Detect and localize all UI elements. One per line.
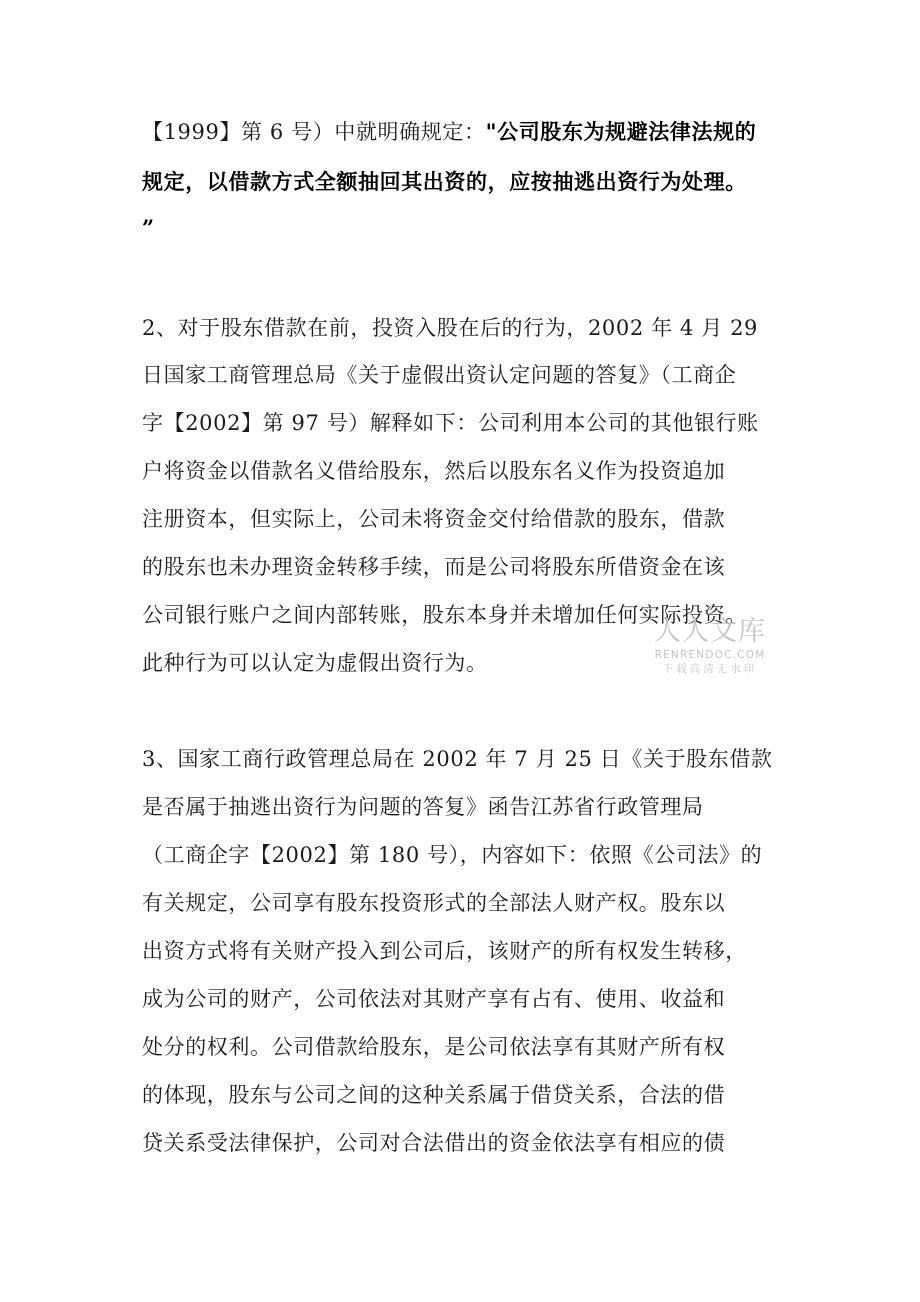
paragraph-2-line-4: 户将资金以借款名义借给股东，然后以股东名义作为投资追加: [142, 459, 726, 483]
paragraph-3-line-6: 成为公司的财产，公司依法对其财产享有占有、使用、收益和: [142, 987, 726, 1011]
paragraph-1-line-1-bold: "公司股东为规避法律法规的: [485, 119, 757, 144]
paragraph-1-line-3: ”: [142, 215, 155, 240]
paragraph-3-line-2: 是否属于抽逃出资行为问题的答复》函告江苏省行政管理局: [142, 795, 704, 819]
paragraph-2-line-2: 日国家工商管理总局《关于虚假出资认定问题的答复》（工商企: [142, 363, 737, 387]
paragraph-3-line-9: 贷关系受法律保护，公司对合法借出的资金依法享有相应的债: [142, 1131, 726, 1155]
watermark-title: 人人文库: [654, 616, 766, 647]
paragraph-2-line-1: 2、对于股东借款在前，投资入股在后的行为，2002 年 4 月 29: [142, 316, 758, 340]
watermark-note: 下载高清无水印: [662, 663, 758, 675]
paragraph-3-line-4: 有关规定，公司享有股东投资形式的全部法人财产权。股东以: [142, 891, 726, 915]
paragraph-2-line-8: 此种行为可以认定为虚假出资行为。: [142, 651, 488, 675]
paragraph-2-line-3: 字【2002】第 97 号）解释如下：公司利用本公司的其他银行账: [142, 411, 759, 435]
watermark: [644, 616, 776, 676]
paragraph-3-line-7: 处分的权利。公司借款给股东，是公司依法享有其财产所有权: [142, 1035, 726, 1059]
paragraph-3-line-8: 的体现，股东与公司之间的这种关系属于借贷关系，合法的借: [142, 1083, 726, 1107]
paragraph-3-line-3: （工商企字【2002】第 180 号），内容如下：依照《公司法》的: [142, 843, 763, 867]
paragraph-2-line-7: 公司银行账户之间内部转账，股东本身并未增加任何实际投资。: [142, 603, 747, 627]
paragraph-1-line-1-plain: 【1999】第 6 号）中就明确规定：: [142, 120, 486, 144]
paragraph-3-line-1: 3、国家工商行政管理总局在 2002 年 7 月 25 日《关于股东借款: [142, 747, 773, 771]
watermark-domain: RENRENDOC.COM: [654, 649, 766, 661]
paragraph-2-line-6: 的股东也未办理资金转移手续，而是公司将股东所借资金在该: [142, 555, 726, 579]
paragraph-1-line-2: 规定，以借款方式全额抽回其出资的，应按抽逃出资行为处理。: [142, 169, 747, 194]
paragraph-3-line-5: 出资方式将有关财产投入到公司后，该财产的所有权发生转移，: [142, 939, 747, 963]
paragraph-1-line-1: [142, 118, 792, 146]
paragraph-2-line-5: 注册资本，但实际上，公司未将资金交付给借款的股东，借款: [142, 507, 726, 531]
